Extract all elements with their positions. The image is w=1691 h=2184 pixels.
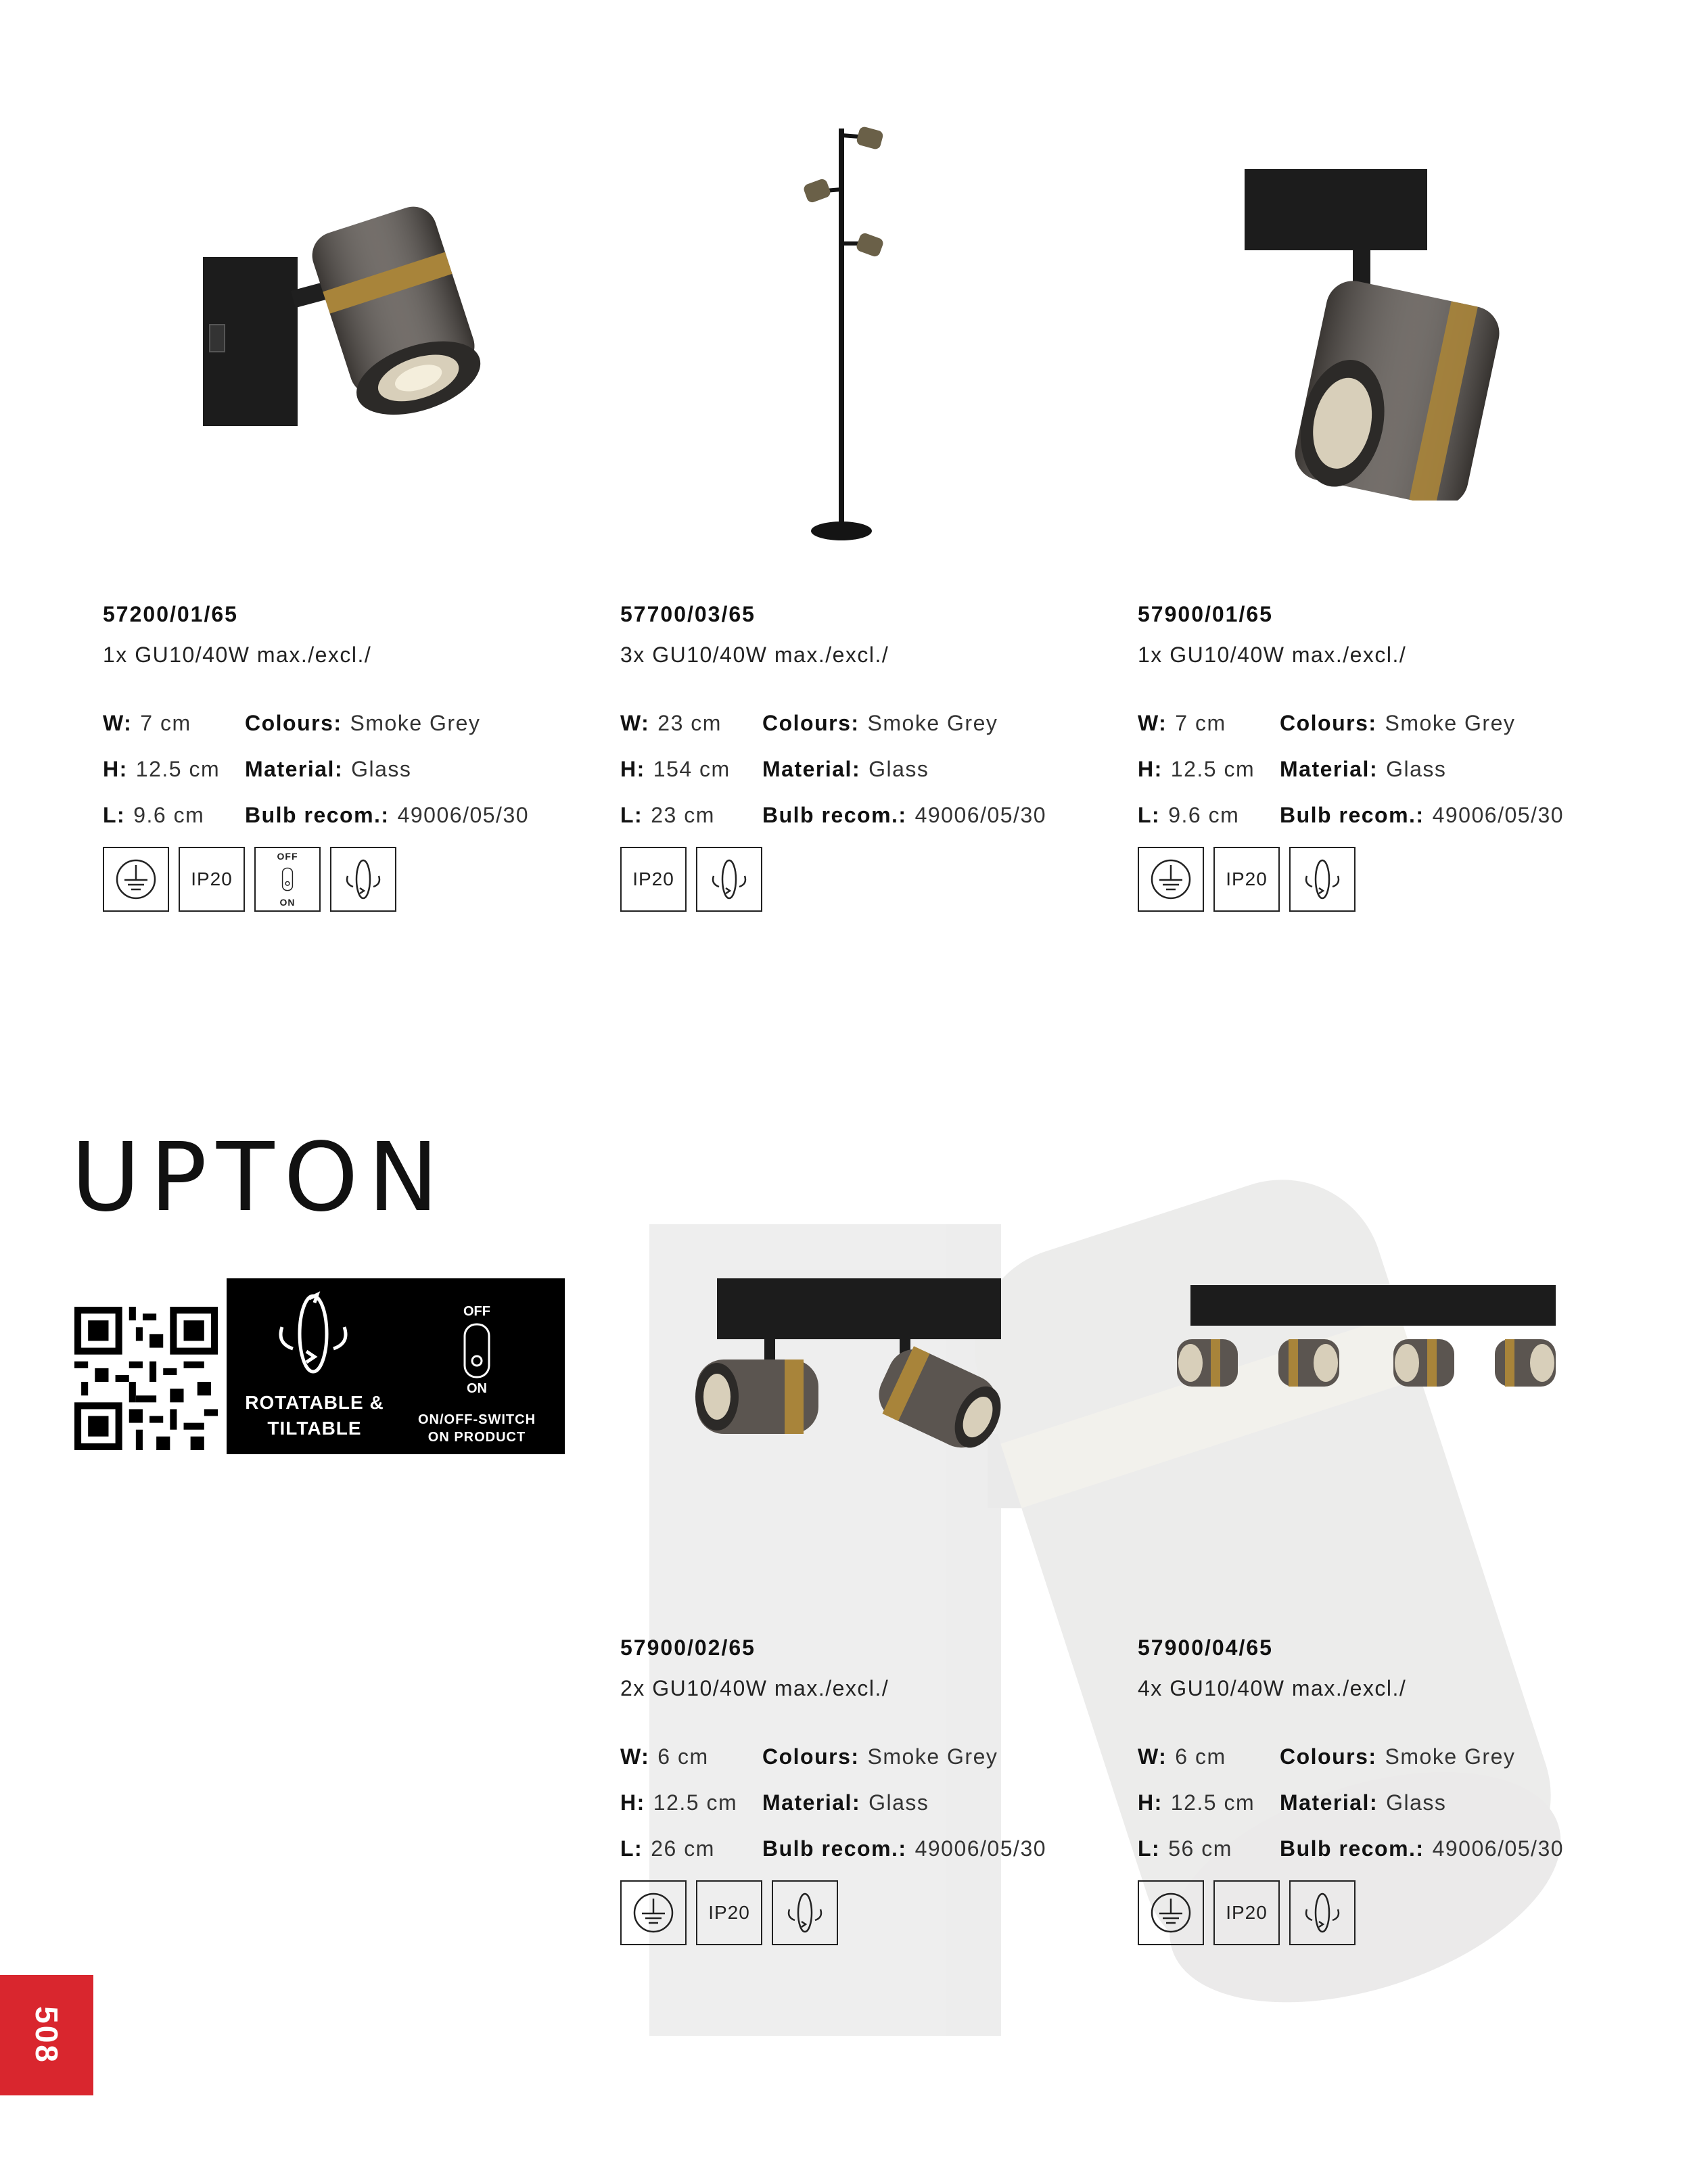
colour-value: Smoke Grey [1385,711,1516,735]
material-value: Glass [868,757,929,781]
rotatable-label: ROTATABLE & TILTABLE [245,1392,384,1439]
product-code: 57900/04/65 [1138,1635,1273,1660]
product-image-57900-04-65 [1163,1278,1569,1414]
page-number-tab [0,1975,93,2095]
ip20-rating: IP20 [1213,1880,1280,1945]
product-bulb-spec: 4x GU10/40W max./excl./ [1138,1676,1407,1700]
product-code: 57200/01/65 [103,602,238,626]
earth-icon [1138,1880,1204,1945]
ip20-rating: IP20 [1213,847,1280,912]
material-value: Glass [1386,757,1447,781]
ip20-rating: IP20 [620,847,687,912]
width-value: 6 cm [657,1744,709,1769]
qr-code[interactable] [74,1307,218,1450]
height-value: 12.5 cm [1170,757,1255,781]
earth-icon [1138,847,1204,912]
product-57900-01-65: 57900/01/65 1x GU10/40W max./excl./ W: 7 cm Colours: Smoke Grey H: 12.5 cm Material: Glass L: 9.6 cm Bulb recom.: 49006/05/30 IP20 [1138,602,1625,912]
product-image-57900-02-65 [676,1265,1028,1461]
switch-on-label: ON [467,1381,487,1396]
width-value: 7 cm [140,711,191,735]
ip20-rating: IP20 [696,1880,762,1945]
series-title: UPTON [71,1123,448,1233]
rotate-icon [330,847,396,912]
product-image-57200-01-65 [189,189,501,446]
rotate-icon [696,847,762,912]
colour-value: Smoke Grey [350,711,481,735]
product-code: 57900/01/65 [1138,602,1273,626]
product-57200-01-65: 57200/01/65 1x GU10/40W max./excl./ W: 7 cm Colours: Smoke Grey H: 12.5 cm Material: Glass L: 9.6 cm Bulb recom.: 49006/05/30 IP20 OFF ON [103,602,590,912]
product-code: 57700/03/65 [620,602,756,626]
material-value: Glass [1386,1790,1447,1815]
rotate-icon [1289,1880,1356,1945]
height-value: 154 cm [653,757,731,781]
length-value: 56 cm [1168,1836,1232,1861]
bulb-recom-value: 49006/05/30 [397,803,530,827]
product-bulb-spec: 3x GU10/40W max./excl./ [620,643,889,667]
height-value: 12.5 cm [653,1790,738,1815]
switch-icon: OFF ON [254,847,321,912]
product-57700-03-65: 57700/03/65 3x GU10/40W max./excl./ W: 23 cm Colours: Smoke Grey H: 154 cm Material: Glass L: 23 cm Bulb recom.: 49006/05/30 IP20 [620,602,1107,912]
product-bulb-spec: 2x GU10/40W max./excl./ [620,1676,889,1700]
material-value: Glass [868,1790,929,1815]
page-number: 508 [29,2006,64,2064]
on-off-switch-icon [462,1322,492,1380]
product-57900-04-65: 57900/04/65 4x GU10/40W max./excl./ W: 6 cm Colours: Smoke Grey H: 12.5 cm Material: Glass L: 56 cm Bulb recom.: 49006/05/30 IP20 [1138,1635,1625,1945]
material-value: Glass [351,757,412,781]
bulb-recom-value: 49006/05/30 [914,1836,1047,1861]
bulb-recom-value: 49006/05/30 [914,803,1047,827]
ip20-rating: IP20 [179,847,245,912]
bulb-recom-value: 49006/05/30 [1432,1836,1565,1861]
width-value: 6 cm [1175,1744,1226,1769]
length-value: 23 cm [651,803,715,827]
length-value: 9.6 cm [1168,803,1240,827]
earth-icon [103,847,169,912]
colour-value: Smoke Grey [1385,1744,1516,1769]
colour-value: Smoke Grey [867,711,998,735]
bulb-recom-value: 49006/05/30 [1432,803,1565,827]
product-image-57700-03-65 [785,115,920,555]
feature-banner [227,1278,565,1454]
earth-icon [620,1880,687,1945]
switch-off-label: OFF [463,1304,490,1319]
length-value: 9.6 cm [133,803,205,827]
rotate-icon [772,1880,838,1945]
colour-value: Smoke Grey [867,1744,998,1769]
product-57900-02-65: 57900/02/65 2x GU10/40W max./excl./ W: 6 cm Colours: Smoke Grey H: 12.5 cm Material: Glass L: 26 cm Bulb recom.: 49006/05/30 IP20 [620,1635,1107,1945]
width-value: 7 cm [1175,711,1226,735]
product-image-57900-01-65 [1231,162,1515,501]
height-value: 12.5 cm [1170,1790,1255,1815]
rotate-tilt-icon [266,1286,361,1381]
product-bulb-spec: 1x GU10/40W max./excl./ [103,643,372,667]
width-value: 23 cm [657,711,722,735]
product-code: 57900/02/65 [620,1635,756,1660]
rotate-icon [1289,847,1356,912]
height-value: 12.5 cm [135,757,221,781]
length-value: 26 cm [651,1836,715,1861]
product-bulb-spec: 1x GU10/40W max./excl./ [1138,643,1407,667]
on-off-switch-label: ON/OFF-SWITCH ON PRODUCT [417,1412,536,1445]
